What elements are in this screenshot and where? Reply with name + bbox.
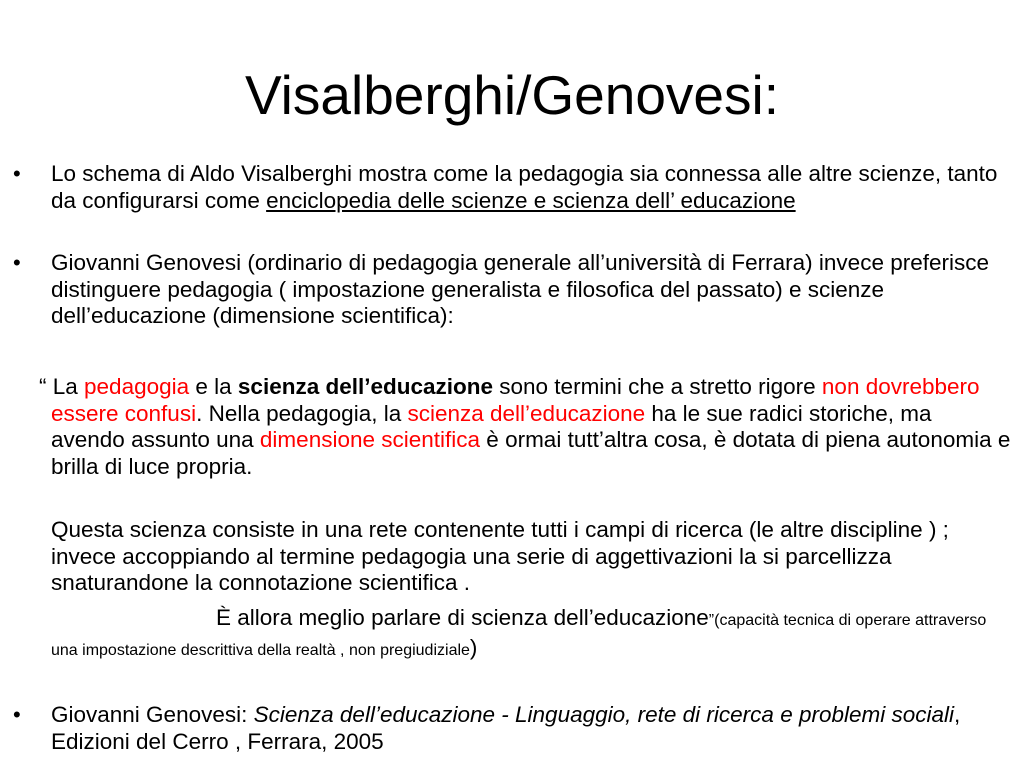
quote-open: “ La xyxy=(39,374,85,399)
capacita-small-text: ”(capacità tecnica di operare attraverso una impostazione descrittiva della realtà , non pregiudiziale xyxy=(51,612,987,659)
allora-meglio-paragraph xyxy=(51,605,1011,664)
quote-red-non-confusi: non dovrebbero essere confusi xyxy=(51,374,980,426)
quote-red-pedagogia: pedagogia xyxy=(84,374,190,399)
reference-publisher: , Edizioni del Cerro , Ferrara, 2005 xyxy=(51,702,961,754)
bullet-paragraph-visalberghi xyxy=(13,161,1011,214)
reference-author: Giovanni Genovesi: xyxy=(51,702,254,727)
questa-scienza-paragraph xyxy=(51,517,1011,597)
genovesi-text: Giovanni Genovesi (ordinario di pedagogia generale all’università di Ferrara) invece preferisce distinguere pedagogia ( impostazione generalista e filosofica del passato) e scienze dell’educazione (dimensione scientifica): xyxy=(51,250,990,328)
bullet-icon: • xyxy=(13,702,21,727)
quote-text-2: e la xyxy=(189,374,238,399)
quote-text-3: sono termini che a stretto rigore xyxy=(493,374,822,399)
enciclopedia-link-text: enciclopedia delle scienze e scienza dell’ educazione xyxy=(266,187,796,213)
close-paren: ) xyxy=(469,634,478,660)
reference-book-title: Scienza dell’educazione - Linguaggio, rete di ricerca e problemi sociali xyxy=(253,702,955,727)
quote-paragraph xyxy=(39,374,1011,480)
quote-text-5: ha le sue radici storiche, ma avendo assunto una xyxy=(51,400,932,452)
bullet-paragraph-reference xyxy=(13,702,1011,755)
questa-scienza-text: Questa scienza consiste in una rete contenente tutti i campi di ricerca (le altre discipline ) ; invece accoppiando al termine pedagogia una serie di aggettivazioni la si parcellizza snaturandone la connotazione scientifica . xyxy=(51,517,949,595)
bullet-icon: • xyxy=(13,250,21,275)
quote-text-4: . Nella pedagogia, la xyxy=(196,400,408,426)
quote-red-dimensione: dimensione scientifica xyxy=(259,427,481,452)
bullet-paragraph-genovesi xyxy=(13,250,1011,330)
quote-text-6: è ormai tutt’altra cosa, è dotata di piena autonomia e brilla di luce propria. xyxy=(51,427,1011,479)
quote-bold-scienza: scienza dell’educazione xyxy=(237,374,494,399)
slide-title: Visalberghi/Genovesi: xyxy=(244,64,780,126)
allora-meglio-text: È allora meglio parlare di scienza dell’educazione xyxy=(216,605,709,630)
bullet-icon: • xyxy=(13,161,21,186)
visalberghi-text: Lo schema di Aldo Visalberghi mostra come la pedagogia sia connessa alle altre scienze, tanto da configurarsi come xyxy=(51,161,998,213)
quote-red-scienza: scienza dell’educazione xyxy=(407,400,646,426)
